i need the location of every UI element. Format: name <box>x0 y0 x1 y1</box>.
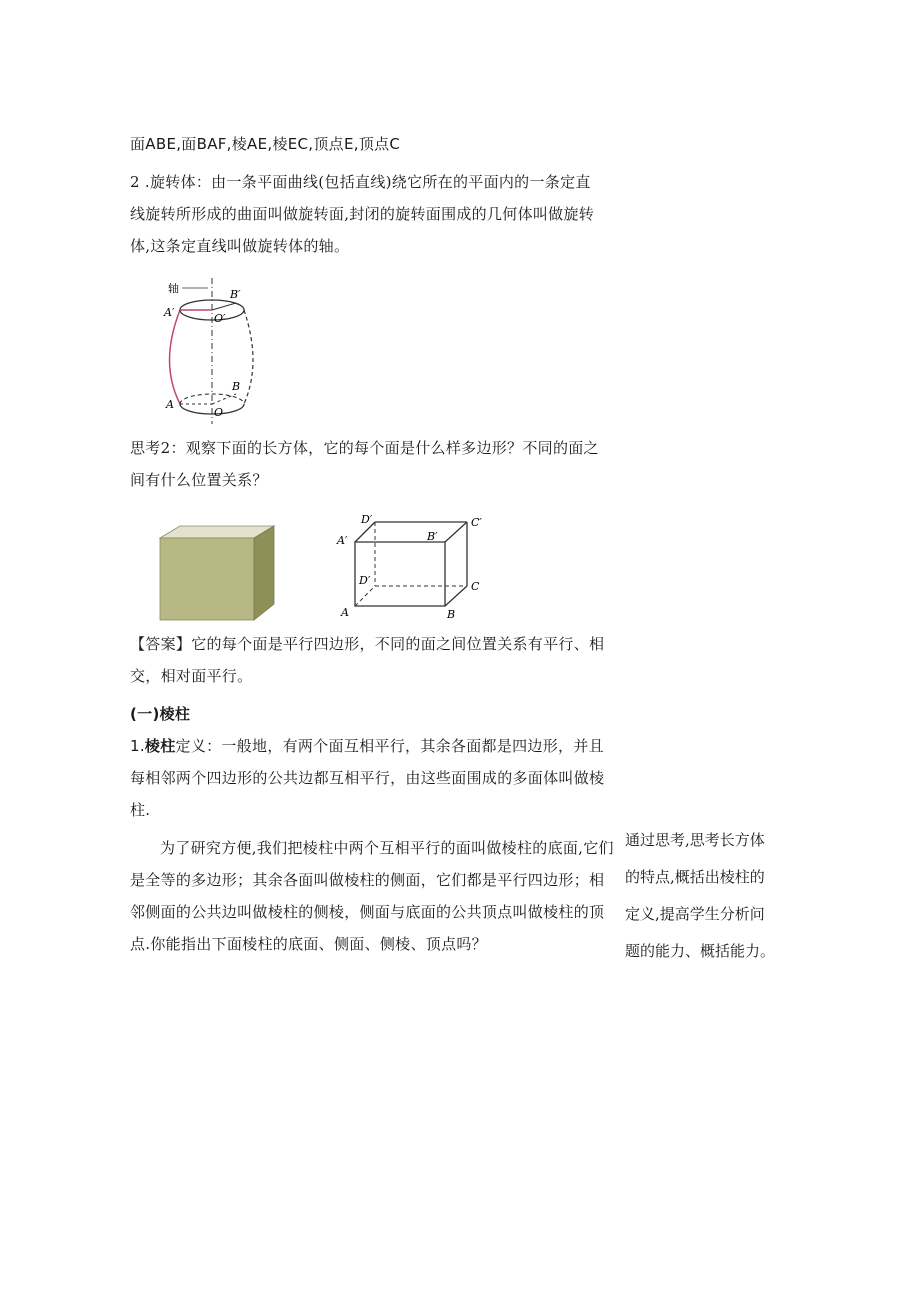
section-heading: (一)棱柱 <box>130 705 191 723</box>
cuboid-wireframe <box>333 514 503 624</box>
main-column <box>130 128 620 960</box>
point-b-prime-label: B′ <box>230 288 241 301</box>
vertex-c-label: C <box>471 580 480 593</box>
vertex-a-label: A <box>341 606 349 619</box>
revolution-def-line-3: 体,这条定直线叫做旋转体的轴。 <box>130 237 350 255</box>
prism-parts-line-2: 是全等的多边形；其余各面叫做棱柱的侧面，它们都是平行四边形；相 <box>130 871 605 889</box>
think-question-line-2: 间有什么位置关系？ <box>130 471 268 489</box>
revolution-def-line-1: 2 .旋转体：由一条平面曲线(包括直线)绕它所在的平面内的一条定直 <box>130 173 591 191</box>
vertex-c-prime-label: C′ <box>471 516 482 529</box>
cuboid-photo <box>158 524 288 624</box>
prism-def-line-3: 柱. <box>130 801 151 819</box>
prism-parts-line-1: 为了研究方便,我们把棱柱中两个互相平行的面叫做棱柱的底面,它们 <box>160 839 614 857</box>
side-note-line-4: 题的能力、概括能力。 <box>625 942 776 960</box>
point-o-prime-label: O′ <box>214 312 226 325</box>
prism-def-line-1 <box>130 730 620 762</box>
point-b-label: B <box>232 380 241 393</box>
prism-parts-line-4: 点.你能指出下面棱柱的底面、侧面、侧棱、顶点吗？ <box>130 935 487 953</box>
point-a-label: A <box>166 398 174 411</box>
revolution-def-line-2: 线旋转所形成的曲面叫做旋转面,封闭的旋转面围成的几何体叫做旋转 <box>130 205 595 223</box>
prism-def-text: 定义：一般地，有两个面互相平行，其余各面都是四边形，并且 <box>175 737 604 755</box>
vertex-b-prime-label: B′ <box>427 530 438 543</box>
point-a-prime-label: A′ <box>164 306 175 319</box>
answer-line-1: 【答案】它的每个面是平行四边形，不同的面之间位置关系有平行、相 <box>130 635 605 653</box>
vertex-b-label: B <box>447 608 456 621</box>
side-note-line-3: 定义,提高学生分析问 <box>625 905 765 923</box>
solid-of-revolution-figure <box>160 276 260 426</box>
cuboid-figures <box>158 514 620 624</box>
vertex-a-prime-label: A′ <box>337 534 348 547</box>
prism-def-line-2: 每相邻两个四边形的公共边都互相平行，由这些面围成的多面体叫做棱 <box>130 769 605 787</box>
think-question-line-1: 思考2：观察下面的长方体，它的每个面是什么样多边形？不同的面之 <box>130 439 599 457</box>
axis-label: 轴 <box>168 282 179 295</box>
face-edge-vertex-list: 面ABE,面BAF,棱AE,棱EC,顶点E,顶点C <box>130 135 401 153</box>
side-note-line-2: 的特点,概括出棱柱的 <box>625 868 765 886</box>
prism-term: 棱柱 <box>144 737 176 755</box>
vertex-d-prime-top-label: D′ <box>361 514 373 526</box>
vertex-d-label: D′ <box>359 574 371 587</box>
side-note-line-1: 通过思考,思考长方体 <box>625 831 765 849</box>
prism-parts-line-3: 邻侧面的公共边叫做棱柱的侧棱，侧面与底面的公共顶点叫做棱柱的顶 <box>130 903 605 921</box>
answer-line-2: 交，相对面平行。 <box>130 667 253 685</box>
point-o-label: O <box>214 406 224 419</box>
prism-def-number: 1. <box>130 737 145 755</box>
side-note <box>625 822 785 970</box>
